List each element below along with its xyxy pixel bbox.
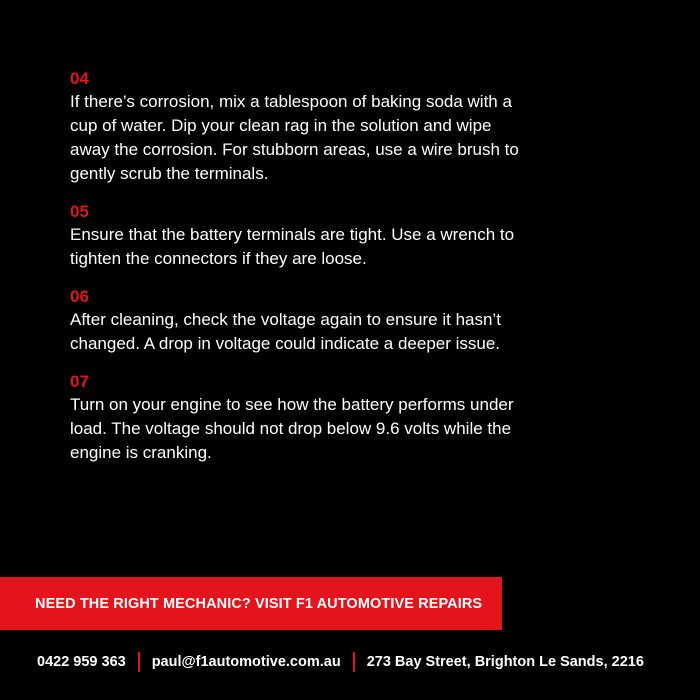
step-text: After cleaning, check the voltage again to ensure it hasn’t changed. A drop in voltage could indicate a deeper issue. xyxy=(70,310,501,353)
contact-email: paul@f1automotive.com.au xyxy=(151,654,341,670)
step-number: 04 xyxy=(70,69,89,88)
step-text: Ensure that the battery terminals are tight. Use a wrench to tighten the connectors if they are loose. xyxy=(70,225,515,268)
step-item xyxy=(70,371,520,465)
step-number: 07 xyxy=(70,372,89,391)
contact-address: 273 Bay Street, Brighton Le Sands, 2216 xyxy=(366,654,644,670)
step-text: If there’s corrosion, mix a tablespoon of baking soda with a cup of water. Dip your clean rag in the solution and wipe away the corrosion. For stubborn areas, use a wire brush to gently scrub the terminals. xyxy=(70,92,519,183)
cta-banner xyxy=(0,577,502,630)
step-item xyxy=(70,68,520,186)
cta-text: NEED THE RIGHT MECHANIC? VISIT F1 AUTOMOTIVE REPAIRS xyxy=(35,595,483,612)
step-item xyxy=(70,201,520,271)
step-text: Turn on your engine to see how the battery performs under load. The voltage should not drop below 9.6 volts while the engine is cranking. xyxy=(70,395,514,462)
step-number: 05 xyxy=(70,202,89,221)
separator xyxy=(353,652,355,672)
step-number: 06 xyxy=(70,287,89,306)
step-item xyxy=(70,286,520,356)
separator xyxy=(138,652,140,672)
contact-bar xyxy=(37,651,644,673)
contact-phone: 0422 959 363 xyxy=(37,654,126,670)
steps-list xyxy=(70,68,520,480)
